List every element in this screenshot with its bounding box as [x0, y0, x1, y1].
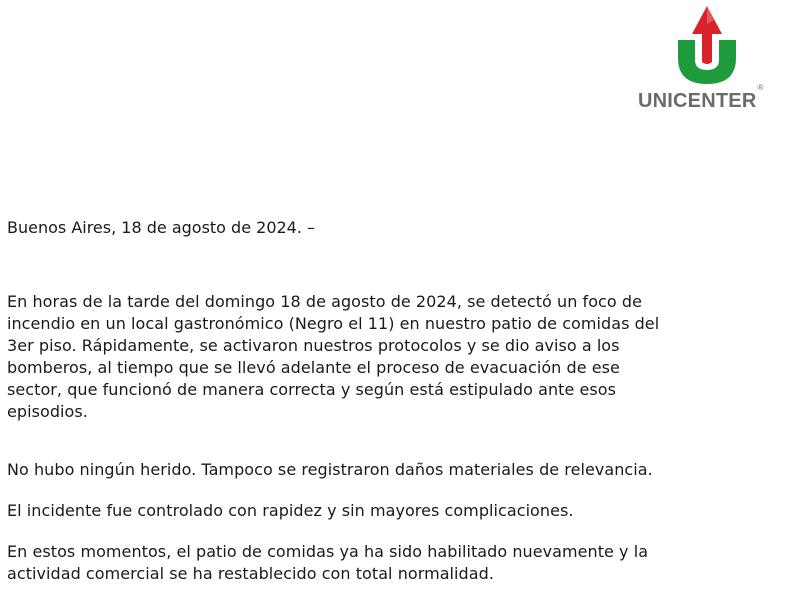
paragraph-line: No hubo ningún herido. Tampoco se registraron daños materiales de relevancia. — [7, 460, 653, 479]
paragraph-line: actividad comercial se ha restablecido con total normalidad. — [7, 564, 494, 583]
paragraph-reopened — [7, 541, 648, 585]
dateline: Buenos Aires, 18 de agosto de 2024. – — [7, 218, 316, 237]
paragraph-line: episodios. — [7, 402, 88, 421]
paragraph-line: 3er piso. Rápidamente, se activaron nuestros protocolos y se dio aviso a los — [7, 336, 620, 355]
paragraph-line: incendio en un local gastronómico (Negro el 11) en nuestro patio de comidas del — [7, 314, 660, 333]
paragraph-no-injuries — [7, 459, 653, 481]
paragraph-line: En horas de la tarde del domingo 18 de agosto de 2024, se detectó un foco de — [7, 292, 642, 311]
paragraph-line: El incidente fue controlado con rapidez y sin mayores complicaciones. — [7, 501, 574, 520]
unicenter-emblem-icon — [676, 4, 738, 86]
paragraph-line: En estos momentos, el patio de comidas ya ha sido habilitado nuevamente y la — [7, 542, 649, 561]
paragraph-line: sector, que funcionó de manera correcta y según está estipulado ante esos — [7, 380, 617, 399]
unicenter-wordmark: UNICENTER® — [638, 83, 764, 112]
paragraph-controlled — [7, 500, 574, 522]
paragraph-line: bomberos, al tiempo que se llevó adelante el proceso de evacuación de ese — [7, 358, 620, 377]
paragraph-incident — [7, 291, 659, 423]
unicenter-logo — [632, 4, 788, 114]
